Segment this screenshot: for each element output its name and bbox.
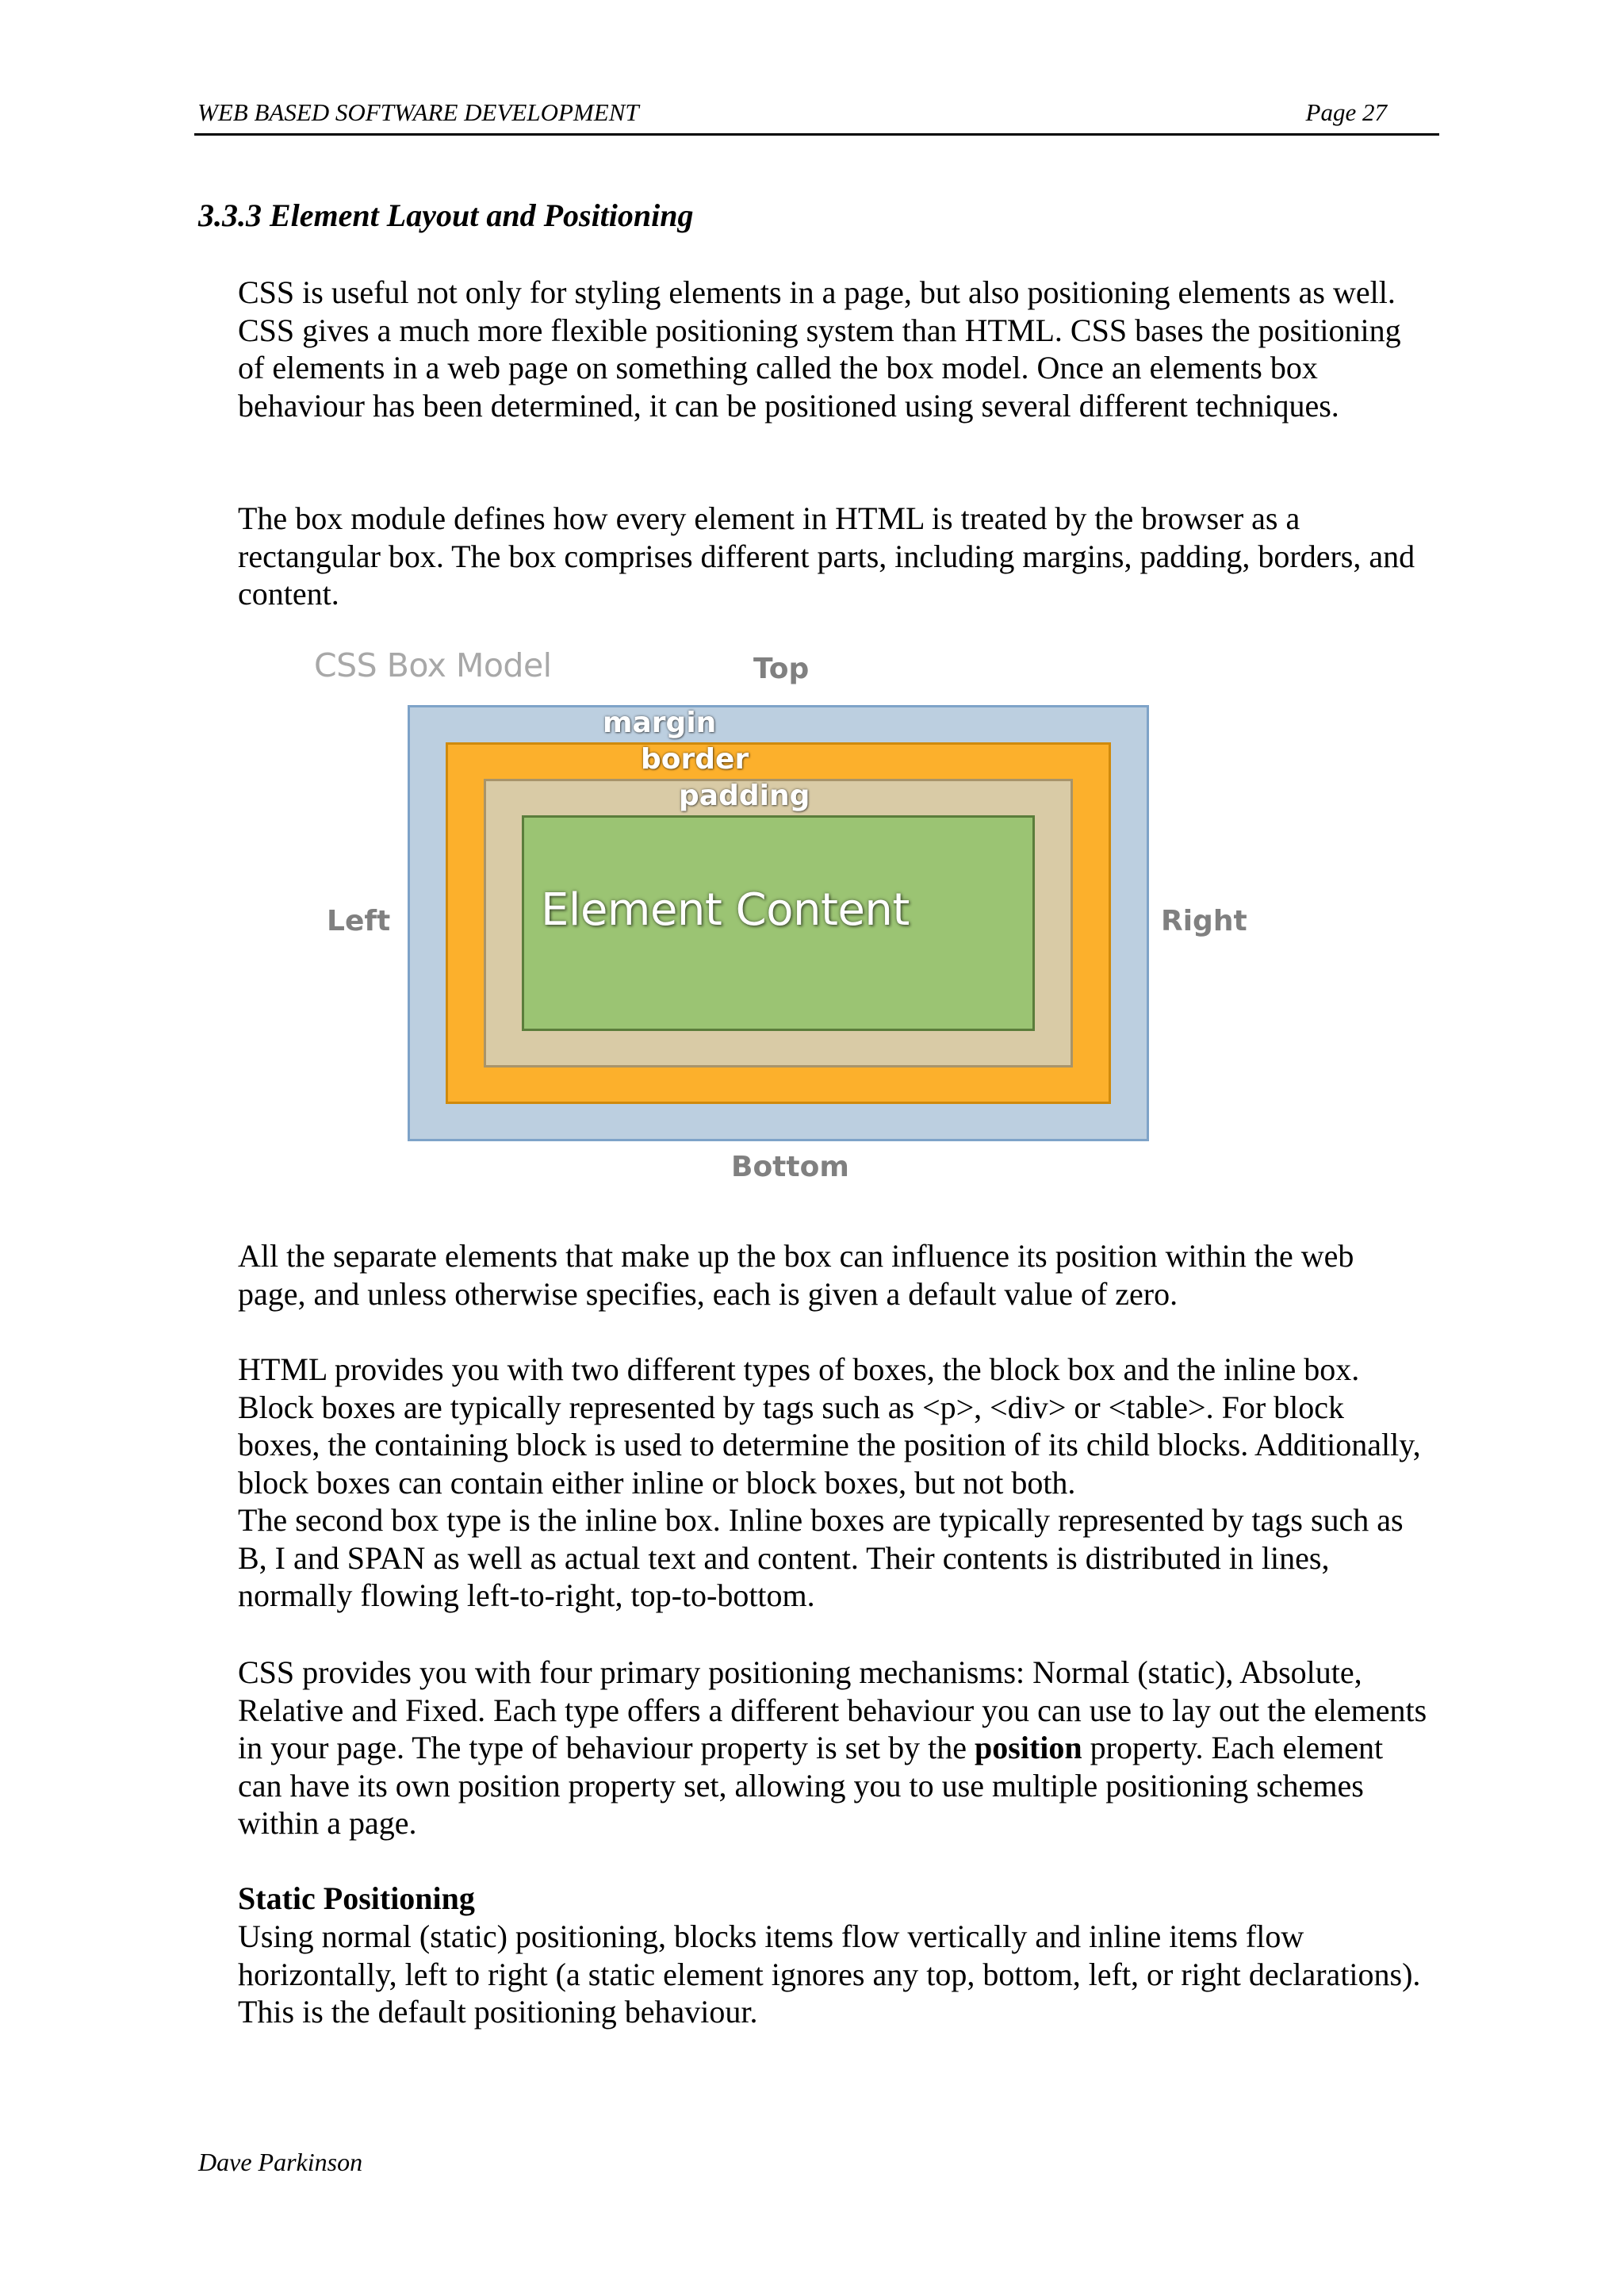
page-number: Page 27 — [1305, 98, 1387, 126]
paragraph-text: CSS provides you with four primary positioning mechanisms: Normal (static), Absolute, Relative and Fixed. Each type offers a different behaviour you can use to lay out the elements in your page. The type of behaviour property is set by the — [238, 1654, 1427, 1765]
diagram-title: CSS Box Model — [314, 646, 552, 684]
paragraph-positioning-mechanisms — [238, 1654, 1427, 1842]
paragraph-inline-boxes: The second box type is the inline box. Inline boxes are typically represented by tags such as B, I and SPAN as well as actual text and content. Their contents is distributed in lines, normally flowing left-to-right, top-to-bottom. — [238, 1502, 1404, 1613]
paragraph-box-model: The box module defines how every element in HTML is treated by the browser as a rectangular box. The box comprises different parts, including margins, padding, borders, and content. — [238, 500, 1415, 611]
document-title: WEB BASED SOFTWARE DEVELOPMENT — [197, 98, 639, 126]
label-left: Left — [327, 905, 391, 937]
page-header — [194, 95, 1439, 136]
label-bottom: Bottom — [731, 1151, 849, 1183]
margin-label: margin — [603, 707, 717, 739]
section-heading: 3.3.3 Element Layout and Positioning — [198, 197, 694, 233]
element-content-label: Element Content — [541, 884, 910, 936]
static-positioning-heading: Static Positioning — [238, 1880, 475, 1916]
label-top: Top — [753, 653, 810, 685]
paragraph-block-boxes: HTML provides you with two different types of boxes, the block box and the inline box. Block boxes are typically represented by tags such as <p>, <div> or <table>. For block boxes, the containing block is used to determine the position of its child blocks. Additionally, block boxes can contain either inline or block boxes, but not both. — [238, 1351, 1421, 1501]
paragraph-static-positioning: Using normal (static) positioning, blocks items flow vertically and inline items flow horizontally, left to right (a static element ignores any top, bottom, left, or right declarations). This is the default positioning behaviour. — [238, 1918, 1421, 2030]
padding-label: padding — [679, 780, 810, 812]
footer-author: Dave Parkinson — [198, 2148, 363, 2176]
border-label: border — [641, 743, 749, 776]
label-right: Right — [1161, 905, 1247, 937]
position-keyword: position — [975, 1730, 1082, 1765]
paragraph-text: property. Each element can have its own position property set, allowing you to use multiple positioning schemes within a page. — [238, 1730, 1384, 1841]
css-box-model-diagram — [301, 646, 1253, 1202]
paragraph-intro: CSS is useful not only for styling elements in a page, but also positioning elements as well. CSS gives a much more flexible positioning system than HTML. CSS bases the positioning of elements in a web page on something called the box model. Once an elements box behaviour has been determined, it can be positioned using several different techniques. — [238, 274, 1401, 424]
paragraph-default-values: All the separate elements that make up the box can influence its position within the web page, and unless otherwise specifies, each is given a default value of zero. — [238, 1238, 1354, 1312]
